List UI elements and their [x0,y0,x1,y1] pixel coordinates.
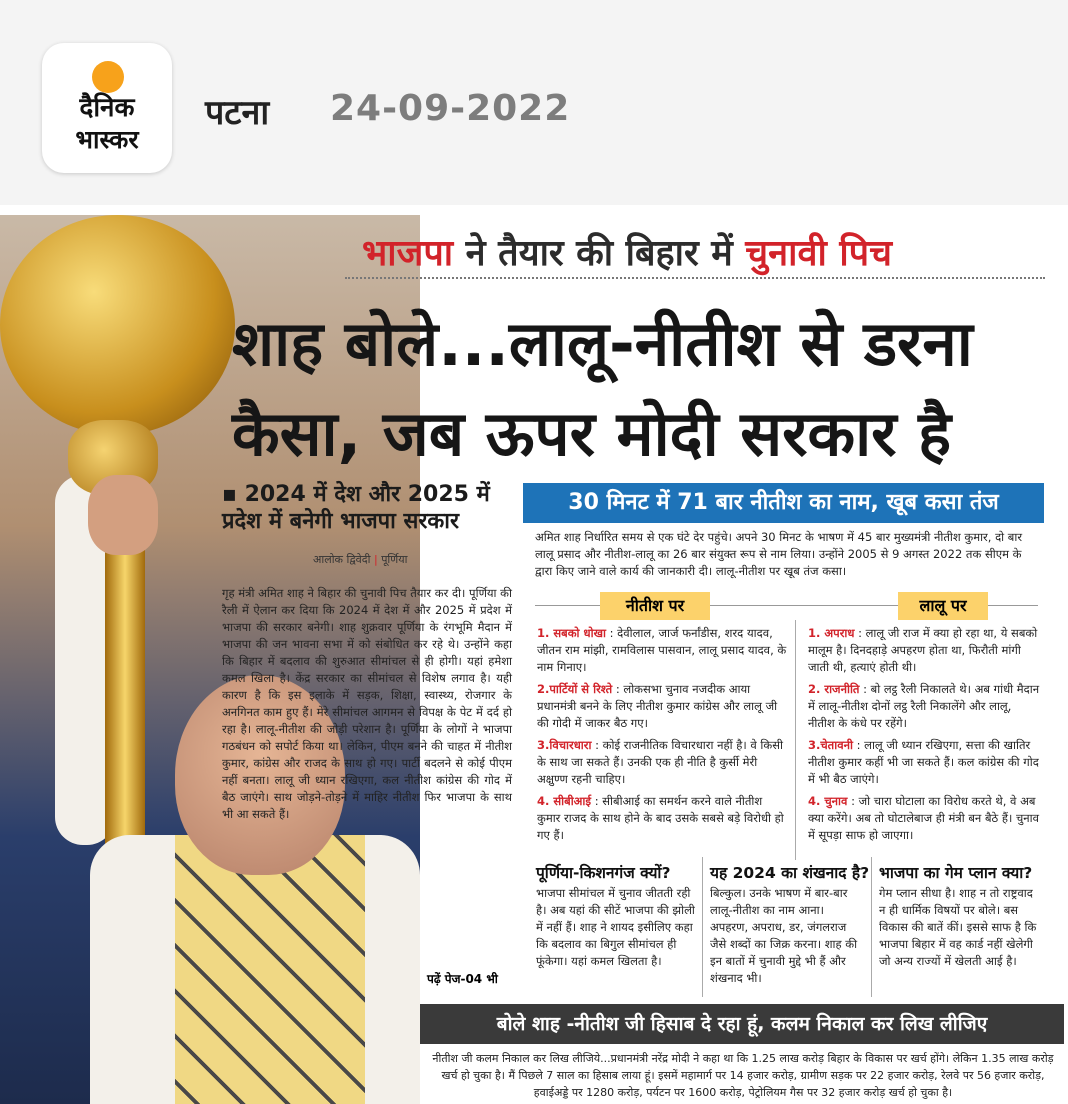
byline-author: आलोक द्विवेदी [313,553,371,566]
bottom-box-text: भाजपा सीमांचल में चुनाव जीतती रही है। अब यहां की सीटें भाजपा की झोली में नहीं हैं। शाह ने शायद इसीलिए कहा कि बदलाव का बिगुल सीमांचल ही फूंकेगा। यहां कमल खिलता है। [536,886,695,968]
nitish-item: 4. सीबीआई : सीबीआई का समर्थन करने वाले नीतीश कुमार राजद के साथ होने के बाद उसके सबसे बड़े विरोधी हो गए हैं। [537,794,784,842]
bottom-box-title: यह 2024 का शंखनाद है? [710,864,870,882]
gada-head [0,215,235,435]
bottom-box-title: पूर्णिया-किशनगंज क्यों? [536,864,671,882]
app-header [0,0,1068,205]
bottom-box-text: बिल्कुल। उनके भाषण में बार-बार लालू-नीतीश का नाम आना। अपहरण, अपराध, डर, जंगलराज जैसे शब्दों का जिक्र करना। शाह की इन बातों में चुनावी मुद्दे भी हैं और शंखनाद भी। [710,886,858,985]
logo-line1: दैनिक [79,93,135,123]
column-divider [795,620,796,860]
nitish-item: 2.पार्टियों से रिश्ते : लोकसभा चुनाव नजदीक आया प्रधानमंत्री बनने के लिए नीतीश कुमार कांग्रेस और लालू जी की गोदी में जाकर बैठ गए। [537,682,778,730]
lalu-item: 3.चेतावनी : लालू जी ध्यान रखिएगा, सत्ता की खातिर नीतीश कुमार कहीं भी जा सकते हैं। कल कांग्रेस की गोद में भी बैठ जाएंगे। [808,738,1039,786]
lalu-item: 1. अपराध : लालू जी राज में क्या हो रहा था, ये सबको मालूम है। दिनदहाड़े अपहरण होता था, फिरौती मांगी जाती थी, हत्याएं होती थी। [808,626,1038,674]
bottom-divider [871,857,872,997]
kicker-rule [345,277,1045,279]
kicker-red-1: भाजपा [362,233,454,274]
nitish-item: 1. सबको धोखा : देवीलाल, जार्ज फर्नांडीस, शरद यादव, जीतन राम मांझी, रामविलास पासवान, लालू प्रसाद यादव, के नाम गिनाए। [537,626,787,674]
edition-city: पटना [205,93,270,133]
main-headline [232,299,1062,479]
lalu-item: 2. राजनीति : बो लट्ठ रैली निकालते थे। अब गांधी मैदान में लालू-नीतीश दोनों लट्ठ रैली निकालेंगे और लालू, नीतीश के कंधे पर रहेंगे। [808,682,1040,730]
box-intro: अमित शाह निर्धारित समय से एक घंटे देर पहुंचे। अपने 30 मिनट के भाषण में 45 बार मुख्यमंत्री नीतीश कुमार, दो बार लालू प्रसाद और नीतीश-लालू का 26 बार संयुक्त रूप से नाम लिया। उन्होंने 2005 से 9 अगस्त 2022 तक सीएम के द्वारा किए जाने वाले कार्य की जानकारी दी। लालू-नीतीश पर खूब तंज कसा। [535,530,1023,578]
nitish-item: 3.विचारधारा : कोई राजनीतिक विचारधारा नहीं है। वे किसी के साथ जा सकते हैं। उनकी एक ही नीति है कुर्सी मेरी अक्षुण्ण रहनी चाहिए। [537,738,783,786]
bottom-divider [702,857,703,997]
nitish-heading: नीतीश पर [600,592,710,620]
quote-text: नीतीश जी कलम निकाल कर लिख लीजिये...प्रधानमंत्री नरेंद्र मोदी ने कहा था कि 1.25 लाख करोड़ बिहार के विकास पर खर्च होंगे। लेकिन 1.35 लाख करोड़ खर्च हो चुका है। मैं पिछले 7 साल का हिसाब लाया हूं। इसमें महामार्ग पर 14 हजार करोड़, ग्रामीण सड़क पर 22 हजार करोड़, रेलवे पर 56 हजार करोड़, हवाईअड्डे पर 1280 करोड़, पर्यटन पर 1600 करोड़, पेट्रोलियम गैस पर 32 हजार करोड़ खर्च हो चुका है। [432,1052,1054,1099]
bottom-box-text: गेम प्लान सीधा है। शाह न तो राष्ट्रवाद न ही धार्मिक विषयों पर बोले। बस विकास की बातें कीं। इससे साफ है कि भाजपा बिहार में वह कार्ड नहीं खेलेगी जो अन्य राज्यों में खेलती आई है। [879,886,1037,968]
subheadline: ▪ 2024 में देश और 2025 में प्रदेश में बनेगी भाजपा सरकार [222,482,490,534]
kicker-mid: ने तैयार की बिहार में [453,233,746,274]
box-title: 30 मिनट में 71 बार नीतीश का नाम, खूब कसा तंज [523,483,1044,523]
kicker-red-2: चुनावी पिच [745,233,892,274]
stole [175,835,365,1104]
logo-line2: भास्कर [75,125,139,154]
byline-place: पूर्णिया [381,553,408,566]
byline: आलोक द्विवेदी | पूर्णिया [313,553,408,566]
newspaper-page [0,215,1068,1104]
page-reference: पढ़ें पेज-04 भी [427,972,498,986]
edition-date: 24-09-2022 [330,88,571,129]
kicker [362,227,892,276]
dainik-bhaskar-logo[interactable] [42,43,172,173]
left-column-body: गृह मंत्री अमित शाह ने बिहार की चुनावी पिच तैयार कर दी। पूर्णिया की रैली में ऐलान कर दिया कि 2024 में देश में और 2025 में प्रदेश में भाजपा की सरकार बनेगी। शाह शुक्रवार पूर्णिया के रंगभूमि मैदान में भाजपा की जन भावना सभा में को संबोधित कर रहे थे। उन्होंने कहा कि बिहार में बदलाव की शुरुआत सीमांचल से ही होगी। यहां हमेशा कमल खिला है। केंद्र सरकार का सीमांचल से विशेष लगाव है। यही कारण है कि इस इलाके में सड़क, शिक्षा, स्वास्थ्य, रोजगार के अनगिनत काम हुए हैं। मेरे सीमांचल आगमन से विपक्ष के पेट में दर्द हो रहा है। लालू-नीतीश की जोड़ी परेशान है। पूर्णिया के लोगों ने भाजपा गठबंधन को सपोर्ट किया था। लेकिन, पीएम बनने की चाहत में नीतीश कुमार, कांग्रेस और राजद के साथ हो गए। पार्टी बदलने से कोई पीएम नहीं बनता। लालू जी ध्यान रखिएगा, कल नीतीश कांग्रेस की गोद में बैठ जाएंगे। साथ जोड़ने-तोड़ने में माहिर नीतीश फिर भाजपा के साथ भी आ सकते हैं। [222,586,512,821]
headline-line-2: कैसा, जब ऊपर मोदी सरकार है [232,397,952,470]
sun-icon [92,61,124,93]
quote-bar: बोले शाह -नीतीश जी हिसाब दे रहा हूं, कलम निकाल कर लिख लीजिए [420,1004,1064,1044]
fist [88,475,158,555]
lalu-item: 4. चुनाव : जो चारा घोटाला का विरोध करते थे, वे अब क्या करेंगे। अब तो घोटालेबाज ही मंत्री बन बैठे हैं। चुनाव में सूपड़ा साफ हो जाएगा। [808,794,1040,842]
headline-line-1: शाह बोले...लालू-नीतीश से डरना [232,307,973,380]
bottom-box-title: भाजपा का गेम प्लान क्या? [879,864,1033,882]
lalu-heading: लालू पर [898,592,988,620]
